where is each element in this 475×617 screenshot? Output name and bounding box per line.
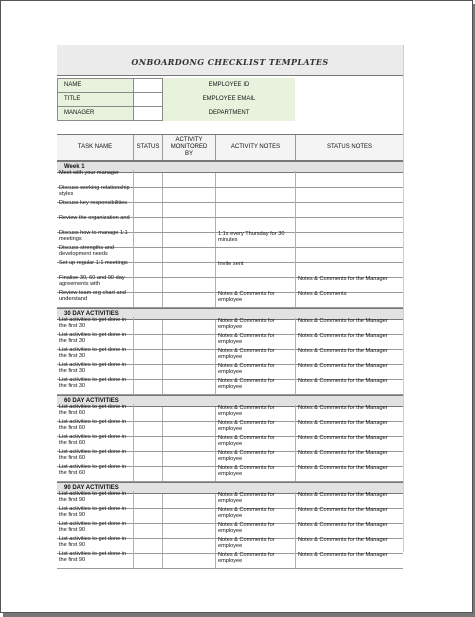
monitored-by-cell[interactable] (163, 350, 216, 364)
status-notes-cell[interactable] (296, 378, 403, 394)
status-cell[interactable] (134, 437, 163, 451)
status-cell[interactable] (134, 467, 163, 481)
activity-notes-text: Notes & Comments for employee (218, 348, 275, 361)
status-notes-text: Notes & Comments for the Manager (298, 552, 388, 558)
activity-notes-cell[interactable] (216, 492, 296, 508)
section-header: 30 DAY ACTIVITIES (57, 308, 403, 320)
manager-label: MANAGER (57, 106, 134, 121)
task-name-text: List activities to get done in the first 30 (59, 362, 127, 375)
name-label: NAME (57, 78, 134, 93)
task-name-text: List activities to get done in the first 60 (59, 404, 127, 417)
activity-notes-text: Notes & Comments for employee (218, 522, 275, 535)
status-notes-text: Notes & Comments for the Manager (298, 492, 388, 498)
monitored-by-cell[interactable] (163, 365, 216, 379)
monitored-by-cell[interactable] (163, 248, 216, 262)
activity-notes-text: Invite sent (218, 261, 244, 267)
activity-notes-text: Notes & Comments for employee (218, 363, 275, 376)
status-notes-cell[interactable] (296, 405, 403, 421)
activity-notes-text: Notes & Comments for employee (218, 420, 275, 433)
task-name-text: Discuss working relationship - styles (59, 185, 133, 198)
status-cell[interactable] (134, 494, 163, 508)
task-name-text: Review team org chart and understand (59, 290, 126, 303)
status-notes-cell[interactable] (296, 420, 403, 436)
task-name-cell[interactable] (57, 290, 134, 307)
activity-notes-cell[interactable] (216, 333, 296, 349)
status-cell[interactable] (134, 233, 163, 247)
status-notes-cell[interactable] (296, 507, 403, 523)
activity-notes-cell[interactable] (216, 261, 296, 277)
activity-notes-text: Notes & Comments for employee (218, 492, 275, 505)
status-cell[interactable] (134, 203, 163, 217)
activity-notes-text: Notes & Comments for employee (218, 291, 275, 304)
status-notes-cell[interactable] (296, 348, 403, 364)
status-notes-cell[interactable] (296, 465, 403, 481)
task-name-text: Review the organization and (59, 215, 130, 221)
activity-notes-header: ACTIVITY NOTES (216, 135, 296, 160)
status-notes-cell[interactable] (296, 201, 403, 217)
status-notes-cell[interactable] (296, 333, 403, 349)
activity-notes-text: Notes & Comments for employee (218, 435, 275, 448)
status-cell[interactable] (134, 524, 163, 538)
status-notes-text: Notes & Comments for the Manager (298, 522, 388, 528)
status-notes-cell[interactable] (296, 171, 403, 187)
manager-field[interactable] (133, 106, 163, 121)
monitored-by-cell[interactable] (163, 422, 216, 436)
activity-notes-cell[interactable] (216, 405, 296, 421)
status-cell[interactable] (134, 188, 163, 202)
status-notes-cell[interactable] (296, 435, 403, 451)
activity-notes-cell[interactable] (216, 318, 296, 334)
status-cell[interactable] (134, 320, 163, 334)
task-name-cell[interactable] (57, 377, 134, 394)
activity-notes-text: Notes & Comments for employee (218, 318, 275, 331)
monitored-by-cell[interactable] (163, 524, 216, 538)
activity-notes-cell[interactable] (216, 201, 296, 217)
task-row (57, 464, 403, 482)
task-name-text: List activities to get done in the first 60 (59, 464, 127, 477)
status-notes-cell[interactable] (296, 246, 403, 262)
employee-id-label: EMPLOYEE ID (163, 78, 295, 93)
task-name-text: List activities to get done in the first 30 (59, 377, 127, 390)
activity-notes-cell[interactable] (216, 171, 296, 187)
monitored-by-cell[interactable] (163, 437, 216, 451)
task-name-text: Discuss key responsibilities (59, 200, 128, 206)
task-row (57, 551, 403, 569)
activity-notes-text: Notes & Comments for employee (218, 552, 275, 565)
title-field[interactable] (133, 92, 163, 107)
status-notes-text: Notes & Comments for the Manager (298, 348, 388, 354)
activity-notes-cell[interactable] (216, 348, 296, 364)
monitored-by-cell[interactable] (163, 539, 216, 553)
task-name-text: List activities to get done in the first 30 (59, 317, 127, 330)
activity-notes-cell[interactable] (216, 276, 296, 292)
status-notes-cell[interactable] (296, 522, 403, 538)
activity-notes-cell[interactable] (216, 507, 296, 523)
activity-notes-cell[interactable] (216, 465, 296, 481)
activity-notes-text: Notes & Comments for employee (218, 537, 275, 550)
monitored-by-cell[interactable] (163, 320, 216, 334)
activity-notes-cell[interactable] (216, 435, 296, 451)
monitored-by-cell[interactable] (163, 263, 216, 277)
activity-notes-cell[interactable] (216, 363, 296, 379)
task-name-text: List activities to get done in the first 60 (59, 434, 127, 447)
status-notes-text: Notes & Comments for the Manager (298, 537, 388, 543)
activity-notes-text: Notes & Comments for employee (218, 405, 275, 418)
monitored-by-cell[interactable] (163, 293, 216, 307)
status-cell[interactable] (134, 554, 163, 568)
activity-notes-cell[interactable] (216, 552, 296, 568)
status-notes-text: Notes & Comments for the Manager (298, 435, 388, 441)
status-notes-text: Notes & Comments (298, 291, 347, 297)
status-header: STATUS (134, 135, 163, 160)
activity-notes-cell[interactable] (216, 216, 296, 232)
title-band (57, 45, 403, 76)
status-notes-text: Notes & Comments for the Manager (298, 420, 388, 426)
status-cell[interactable] (134, 539, 163, 553)
status-notes-text: Notes & Comments for the Manager (298, 507, 388, 513)
document-title: ONBOARDONG CHECKLIST TEMPLATES (131, 57, 329, 67)
task-name-text: List activities to get done in the first 90 (59, 536, 127, 549)
activity-notes-text: Notes & Comments for employee (218, 507, 275, 520)
task-name-text: List activities to get done in the first 90 (59, 521, 127, 534)
task-name-text: Meet with your manager (59, 170, 120, 176)
activity-notes-cell[interactable] (216, 291, 296, 307)
task-row (57, 290, 403, 308)
task-name-text: List activities to get done in the first 90 (59, 506, 127, 519)
status-notes-cell[interactable] (296, 186, 403, 202)
status-notes-text: Notes & Comments for the Manager (298, 318, 388, 324)
status-notes-text: Notes & Comments for the Manager (298, 450, 388, 456)
status-notes-text: Notes & Comments for the Manager (298, 465, 388, 471)
activity-notes-cell[interactable] (216, 522, 296, 538)
monitored-by-cell[interactable] (163, 233, 216, 247)
status-cell[interactable] (134, 365, 163, 379)
status-notes-cell[interactable] (296, 552, 403, 568)
monitored-by-cell[interactable] (163, 173, 216, 187)
status-notes-text: Notes & Comments for the Manager (298, 363, 388, 369)
monitored-by-cell[interactable] (163, 218, 216, 232)
monitored-by-cell[interactable] (163, 188, 216, 202)
status-cell[interactable] (134, 452, 163, 466)
section-header: 90 DAY ACTIVITIES (57, 482, 403, 494)
activity-notes-cell[interactable] (216, 378, 296, 394)
status-cell[interactable] (134, 278, 163, 292)
activity-notes-text: Notes & Comments for employee (218, 450, 275, 463)
status-cell[interactable] (134, 263, 163, 277)
status-notes-cell[interactable] (296, 537, 403, 553)
task-name-text: List activities to get done in the first 90 (59, 551, 127, 564)
task-name-text: Set up regular 1:1 meetings (59, 260, 128, 266)
status-notes-text: Notes & Comments for the Manager (298, 276, 388, 282)
task-name-text: List activities to get done in the first 60 (59, 449, 127, 462)
task-name-header: TASK NAME (57, 135, 134, 160)
activity-notes-cell[interactable] (216, 420, 296, 436)
task-name-cell[interactable] (57, 464, 134, 481)
task-name-text: List activities to get done in the first 30 (59, 347, 127, 360)
status-notes-cell[interactable] (296, 231, 403, 247)
section-header: 60 DAY ACTIVITIES (57, 395, 403, 407)
task-name-text: Discuss strengths and development needs (59, 245, 115, 258)
monitored-by-cell[interactable] (163, 554, 216, 568)
status-cell[interactable] (134, 293, 163, 307)
column-header-row (57, 134, 403, 161)
monitored-by-cell[interactable] (163, 494, 216, 508)
employee-email-label: EMPLOYEE EMAIL (163, 92, 295, 107)
activity-notes-text: Notes & Comments for employee (218, 333, 275, 346)
activity-notes-cell[interactable] (216, 231, 296, 247)
status-notes-cell[interactable] (296, 276, 403, 292)
status-notes-cell[interactable] (296, 291, 403, 307)
status-notes-cell[interactable] (296, 492, 403, 508)
activity-notes-cell[interactable] (216, 246, 296, 262)
name-field[interactable] (133, 78, 163, 93)
monitored-by-cell[interactable] (163, 509, 216, 523)
monitored-by-cell[interactable] (163, 452, 216, 466)
status-notes-cell[interactable] (296, 450, 403, 466)
employee-info-block (57, 78, 403, 123)
checklist-sheet (57, 45, 404, 565)
monitored-by-cell[interactable] (163, 380, 216, 394)
monitored-by-cell[interactable] (163, 335, 216, 349)
monitored-by-cell[interactable] (163, 407, 216, 421)
status-cell[interactable] (134, 407, 163, 421)
monitored-by-cell[interactable] (163, 278, 216, 292)
status-notes-text: Notes & Comments for the Manager (298, 378, 388, 384)
activity-monitored-by-header: ACTIVITY MONITORED BY (163, 135, 216, 160)
task-row (57, 377, 403, 395)
status-cell[interactable] (134, 509, 163, 523)
task-name-text: List activities to get done in the first 90 (59, 491, 127, 504)
task-name-text: List activities to get done in the first 30 (59, 332, 127, 345)
activity-notes-text: Notes & Comments for employee (218, 465, 275, 478)
activity-notes-text: 1:1s every Thursday for 30 minutes (218, 231, 285, 244)
activity-notes-cell[interactable] (216, 450, 296, 466)
activity-notes-cell[interactable] (216, 186, 296, 202)
status-cell[interactable] (134, 218, 163, 232)
task-name-text: Discuss how to manage 1:1 meetings (59, 230, 128, 243)
task-name-text: List activities to get done in the first 60 (59, 419, 127, 432)
title-label: TITLE (57, 92, 134, 107)
status-cell[interactable] (134, 422, 163, 436)
activity-notes-text: Notes & Comments for employee (218, 378, 275, 391)
status-notes-header: STATUS NOTES (326, 144, 373, 150)
status-notes-text: Notes & Comments for the Manager (298, 333, 388, 339)
monitored-by-cell[interactable] (163, 467, 216, 481)
department-label: DEPARTMENT (163, 106, 295, 121)
activity-notes-cell[interactable] (216, 537, 296, 553)
status-cell[interactable] (134, 380, 163, 394)
monitored-by-cell[interactable] (163, 203, 216, 217)
task-name-text: Finalise 30, 60 and 90 day agreements with (59, 275, 125, 288)
status-cell[interactable] (134, 350, 163, 364)
status-notes-text: Notes & Comments for the Manager (298, 405, 388, 411)
status-notes-cell[interactable] (296, 216, 403, 232)
status-cell[interactable] (134, 248, 163, 262)
status-notes-cell[interactable] (296, 261, 403, 277)
status-cell[interactable] (134, 173, 163, 187)
status-notes-cell[interactable] (296, 363, 403, 379)
status-notes-cell[interactable] (296, 318, 403, 334)
task-name-cell[interactable] (57, 551, 134, 568)
status-cell[interactable] (134, 335, 163, 349)
section-header: Week 1 (57, 161, 403, 173)
employee-details-field[interactable] (295, 78, 403, 121)
